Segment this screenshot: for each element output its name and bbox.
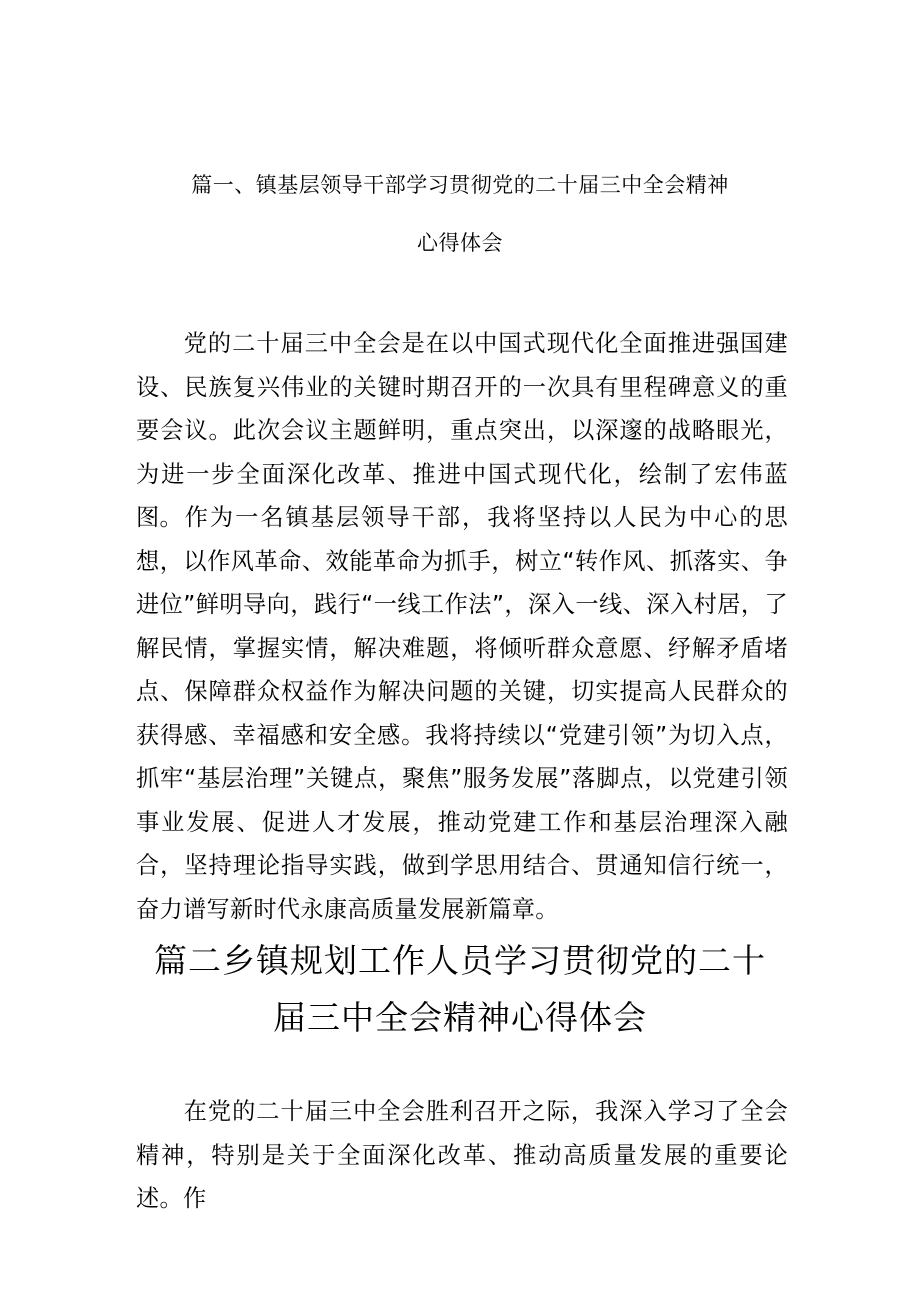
section1-paragraph2: [136, 496, 788, 931]
section2-title-line2: 届三中全会精神心得体会: [273, 998, 647, 1037]
section2-paragraph1: [136, 1090, 788, 1221]
section1-paragraph2-text: 作为一名镇基层领导干部，我将坚持以人民为中心的思想，以作风革命、效能革命为抓手，树立“转作风、抓落实、争进位”鲜明导向，践行“一线工作法”，深入一线、深入村居，了解民情，掌握实情，解决难题，将倾听群众意愿、纾解矛盾堵点、保障群众权益作为解决问题的关键，切实提高人民群众的获得感、幸福感和安全感。我将持续以“党建引领”为切入点，抓牢“基层治理”关键点，聚焦”服务发展”落脚点，以党建引领事业发展、促进人才发展，推动党建工作和基层治理深入融合，坚持理论指导实践，做到学思用结合、贯通知信行统一，奋力谱写新时代永康高质量发展新篇章。: [136, 504, 788, 923]
section1-paragraph1-text: 党的二十届三中全会是在以中国式现代化全面推进强国建设、民族复兴伟业的关键时期召开的一次具有里程碑意义的重要会议。此次会议主题鲜明，重点突出，以深邃的战略眼光，为进一步全面深化改革、推进中国式现代化，绘制了宏伟蓝图。: [136, 330, 788, 531]
section2-paragraph1-text: 在党的二十届三中全会胜利召开之际，我深入学习了全会精神，特别是关于全面深化改革、推动高质量发展的重要论述。作: [136, 1098, 788, 1212]
section1-title-line1: 篇一、镇基层领导干部学习贯彻党的二十届三中全会精神: [191, 173, 729, 197]
section2-title-line1: 篇二乡镇规划工作人员学习贯彻党的二十: [154, 941, 766, 980]
section1-title-line2: 心得体会: [417, 231, 503, 255]
